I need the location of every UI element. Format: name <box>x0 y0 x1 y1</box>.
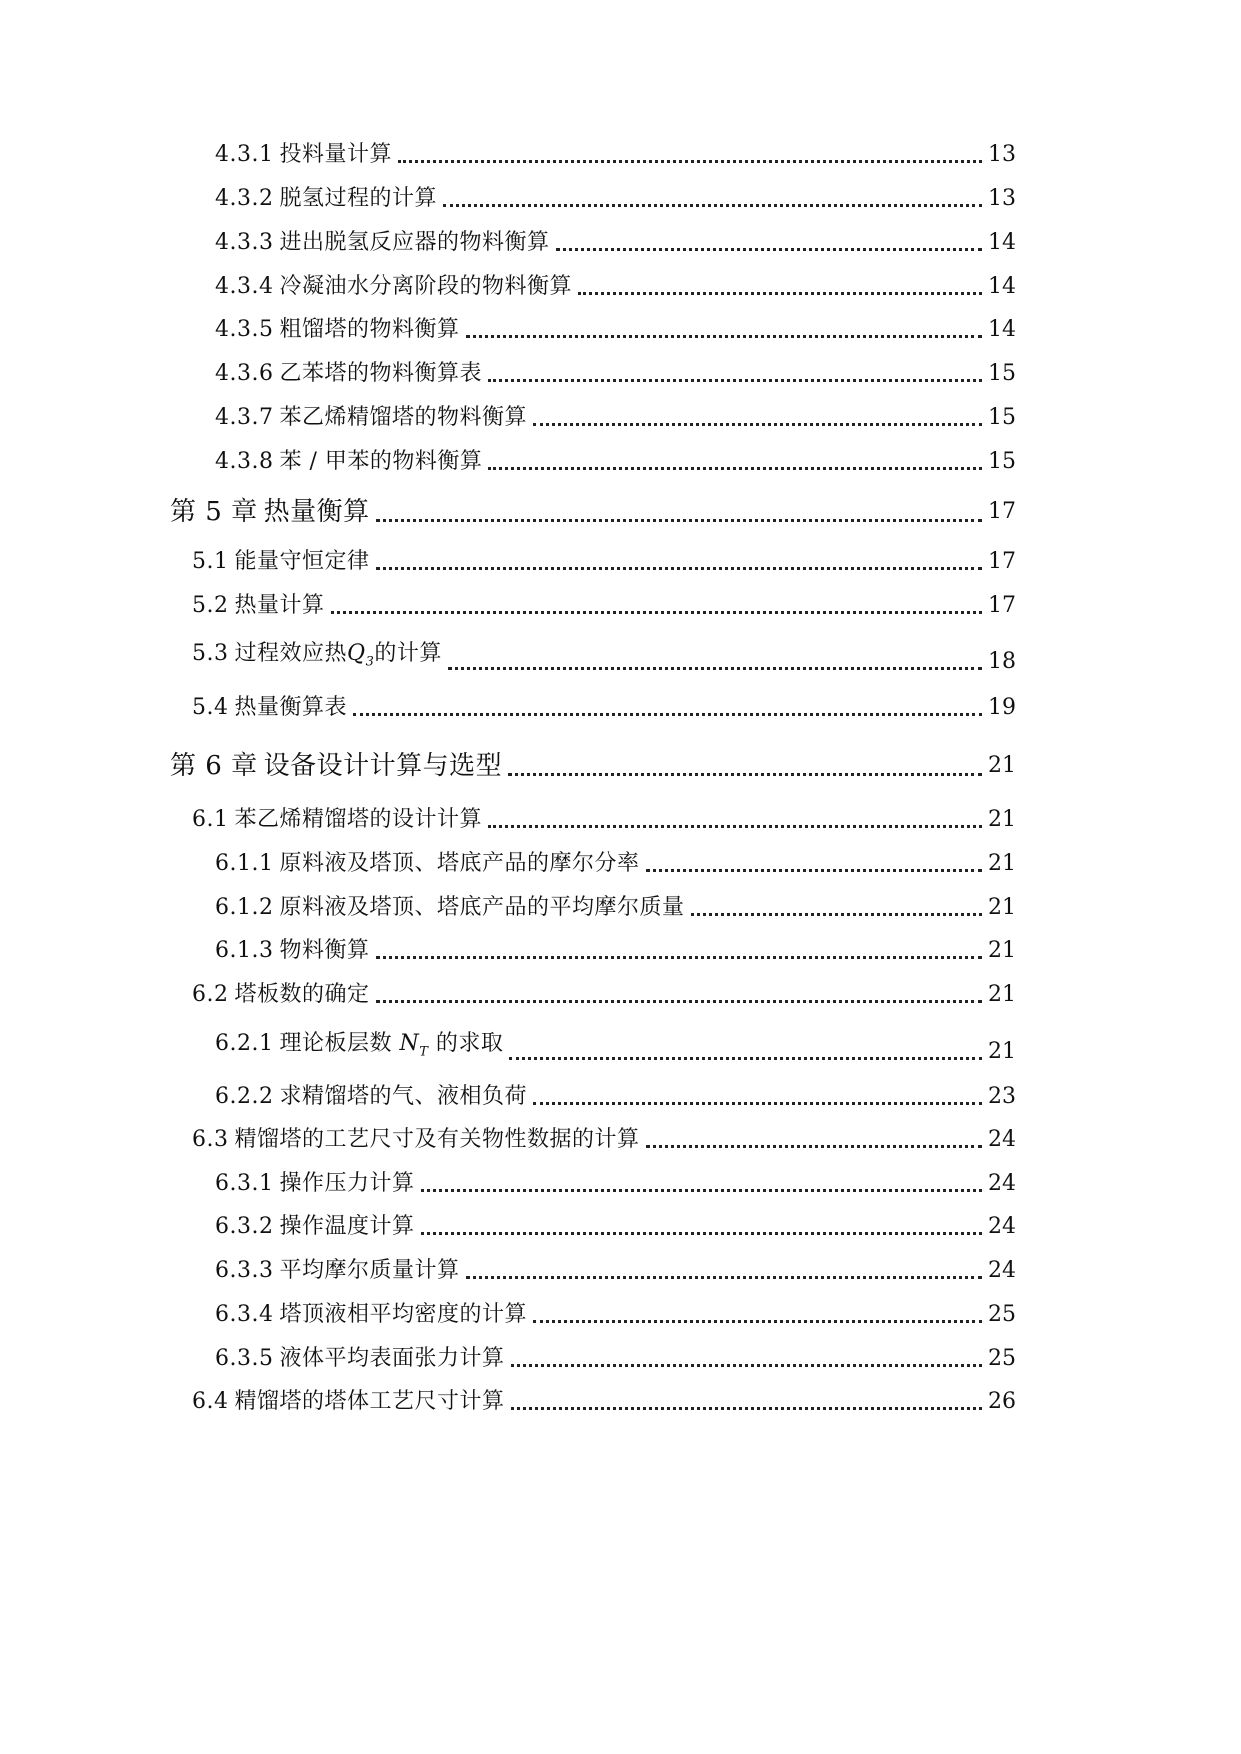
toc-number: 4.3.8 <box>215 449 274 474</box>
symbol-nt: $N_T$ <box>399 1031 429 1060</box>
toc-page-number: 21 <box>988 895 1016 920</box>
toc-entry-5-3[interactable] <box>192 640 1016 676</box>
dot-leader <box>691 913 983 916</box>
toc-page-number: 26 <box>988 1389 1016 1414</box>
dot-leader <box>533 1320 982 1323</box>
dot-leader <box>646 1145 982 1148</box>
dot-leader <box>443 204 982 207</box>
toc-title: 热量计算 <box>234 593 325 618</box>
dot-leader <box>509 1057 982 1060</box>
toc-page-number: 13 <box>988 186 1016 211</box>
toc-title: 塔板数的确定 <box>234 982 370 1007</box>
dot-leader <box>466 1276 983 1279</box>
toc-entry-4-3-1[interactable] <box>215 141 1016 169</box>
toc-title: 能量守恒定律 <box>234 549 370 574</box>
toc-entry-5-4[interactable] <box>192 694 1016 722</box>
toc-title: 乙苯塔的物料衡算表 <box>279 361 482 386</box>
toc-entry-6-2-2[interactable] <box>215 1083 1016 1111</box>
toc-page-number: 19 <box>988 695 1016 720</box>
toc-number: 6.1.2 <box>215 895 274 920</box>
toc-number: 5.1 <box>192 549 229 574</box>
toc-title: 苯乙烯精馏塔的物料衡算 <box>279 405 527 430</box>
toc-page-number: 17 <box>988 593 1016 618</box>
toc-page-number: 14 <box>988 274 1016 299</box>
toc-page-number: 17 <box>988 549 1016 574</box>
toc-title: 粗馏塔的物料衡算 <box>279 317 460 342</box>
dot-leader <box>466 335 983 338</box>
toc-entry-4-3-6[interactable] <box>215 360 1016 388</box>
dot-leader <box>376 956 983 959</box>
toc-page-number: 21 <box>988 982 1016 1007</box>
dot-leader <box>533 1102 982 1105</box>
toc-title: 过程效应热 <box>234 641 348 666</box>
toc-entry-4-3-4[interactable] <box>215 273 1016 301</box>
dot-leader <box>376 567 982 570</box>
dot-leader <box>578 292 982 295</box>
toc-chapter-number: 第 6 章 <box>170 751 258 781</box>
toc-chapter-6[interactable] <box>170 750 1016 782</box>
toc-title: 冷凝油水分离阶段的物料衡算 <box>279 274 572 299</box>
toc-entry-6-1-2[interactable] <box>215 894 1016 922</box>
toc-number: 6.3 <box>192 1127 229 1152</box>
toc-title: 平均摩尔质量计算 <box>279 1258 460 1283</box>
toc-page-number: 21 <box>988 938 1016 963</box>
toc-entry-6-2-1[interactable] <box>215 1030 1016 1066</box>
toc-entry-6-1-1[interactable] <box>215 850 1016 878</box>
dot-leader <box>376 1000 982 1003</box>
toc-number: 5.3 <box>192 641 229 666</box>
toc-page-number: 13 <box>988 142 1016 167</box>
toc-title: 物料衡算 <box>279 938 370 963</box>
dot-leader <box>421 1232 983 1235</box>
toc-page-number: 25 <box>988 1302 1016 1327</box>
toc-title: 热量衡算表 <box>234 695 348 720</box>
toc-title: 理论板层数 <box>279 1031 392 1056</box>
toc-number: 4.3.4 <box>215 274 274 299</box>
toc-page-number: 15 <box>988 361 1016 386</box>
toc-title: 苯 / 甲苯的物料衡算 <box>279 449 483 474</box>
toc-number: 6.2.2 <box>215 1084 274 1109</box>
toc-number: 6.3.1 <box>215 1171 274 1196</box>
toc-number: 6.1 <box>192 807 229 832</box>
dot-leader <box>488 467 982 470</box>
toc-page-number: 15 <box>988 449 1016 474</box>
dot-leader <box>511 1407 982 1410</box>
toc-page-number: 21 <box>988 851 1016 876</box>
toc-number: 4.3.1 <box>215 142 274 167</box>
toc-number: 6.2.1 <box>215 1031 274 1056</box>
toc-number: 6.4 <box>192 1389 229 1414</box>
toc-page-number: 24 <box>988 1171 1016 1196</box>
toc-number: 6.1.1 <box>215 851 274 876</box>
toc-title: 精馏塔的工艺尺寸及有关物性数据的计算 <box>234 1127 640 1152</box>
toc-entry-6-3[interactable] <box>192 1126 1016 1154</box>
dot-leader <box>398 160 982 163</box>
dot-leader <box>646 869 983 872</box>
toc-title: 原料液及塔顶、塔底产品的摩尔分率 <box>279 851 640 876</box>
toc-number: 4.3.2 <box>215 186 274 211</box>
toc-entry-5-1[interactable] <box>192 548 1016 576</box>
toc-entry-6-1-3[interactable] <box>215 937 1016 965</box>
dot-leader <box>353 713 982 716</box>
toc-number: 6.2 <box>192 982 229 1007</box>
toc-title: 操作压力计算 <box>279 1171 415 1196</box>
toc-number: 4.3.5 <box>215 317 274 342</box>
toc-entry-6-3-1[interactable] <box>215 1170 1016 1198</box>
toc-entry-6-3-2[interactable] <box>215 1213 1016 1241</box>
toc-number: 5.4 <box>192 695 229 720</box>
toc-title: 塔顶液相平均密度的计算 <box>279 1302 527 1327</box>
dot-leader <box>488 825 982 828</box>
toc-entry-6-3-4[interactable] <box>215 1301 1016 1329</box>
toc-number: 6.1.3 <box>215 938 274 963</box>
toc-entry-4-3-3[interactable] <box>215 229 1016 257</box>
dot-leader <box>488 379 982 382</box>
dot-leader <box>511 1364 983 1367</box>
dot-leader <box>331 611 982 614</box>
toc-title: 操作温度计算 <box>279 1214 415 1239</box>
toc-page-number: 15 <box>988 405 1016 430</box>
toc-title: 苯乙烯精馏塔的设计计算 <box>234 807 483 832</box>
toc-page-number: 24 <box>988 1127 1016 1152</box>
toc-title: 原料液及塔顶、塔底产品的平均摩尔质量 <box>279 895 685 920</box>
toc-chapter-5[interactable] <box>170 496 1016 528</box>
toc-entry-6-4[interactable] <box>192 1388 1016 1416</box>
toc-page-number: 25 <box>988 1346 1016 1371</box>
toc-number: 5.2 <box>192 593 229 618</box>
toc-entry-4-3-8[interactable] <box>215 448 1016 476</box>
toc-number: 6.3.5 <box>215 1346 274 1371</box>
toc-title: 投料量计算 <box>279 142 392 167</box>
toc-entry-4-3-7[interactable] <box>215 404 1016 432</box>
toc-title-suffix: 的求取 <box>435 1031 504 1056</box>
toc-page-number: 18 <box>988 649 1016 675</box>
toc-title: 液体平均表面张力计算 <box>279 1346 505 1371</box>
toc-entry-6-3-5[interactable] <box>215 1345 1016 1373</box>
toc-page-number: 23 <box>988 1084 1016 1109</box>
toc-number: 4.3.7 <box>215 405 274 430</box>
toc-entry-4-3-5[interactable] <box>215 316 1016 344</box>
toc-entry-6-3-3[interactable] <box>215 1257 1016 1285</box>
toc-page-number: 21 <box>988 807 1016 832</box>
toc-entry-4-3-2[interactable] <box>215 185 1016 213</box>
toc-title: 求精馏塔的气、液相负荷 <box>279 1084 527 1109</box>
toc-number: 4.3.3 <box>215 230 274 255</box>
dot-leader <box>421 1189 983 1192</box>
toc-page-number: 24 <box>988 1258 1016 1283</box>
toc-page-number: 21 <box>988 753 1016 778</box>
toc-entry-6-1[interactable] <box>192 806 1016 834</box>
toc-title-suffix: 的计算 <box>374 641 442 666</box>
toc-chapter-title: 设备设计计算与选型 <box>263 751 503 781</box>
dot-leader <box>533 423 982 426</box>
toc-page-number: 14 <box>988 230 1016 255</box>
toc-entry-5-2[interactable] <box>192 592 1016 620</box>
toc-page-number: 24 <box>988 1214 1016 1239</box>
toc-title: 精馏塔的塔体工艺尺寸计算 <box>234 1389 505 1414</box>
toc-number: 6.3.4 <box>215 1302 274 1327</box>
toc-number: 6.3.3 <box>215 1258 274 1283</box>
dot-leader <box>508 773 982 776</box>
toc-title: 进出脱氢反应器的物料衡算 <box>279 230 550 255</box>
toc-number: 6.3.2 <box>215 1214 274 1239</box>
toc-entry-6-2[interactable] <box>192 981 1016 1009</box>
dot-leader <box>448 667 982 670</box>
toc-chapter-number: 第 5 章 <box>170 497 258 527</box>
toc-page-number: 14 <box>988 317 1016 342</box>
toc-page-number: 17 <box>988 499 1016 524</box>
toc-chapter-title: 热量衡算 <box>263 497 370 527</box>
dot-leader <box>556 248 983 251</box>
toc-title: 脱氢过程的计算 <box>279 186 437 211</box>
toc-page-number: 21 <box>988 1039 1016 1065</box>
toc-number: 4.3.6 <box>215 361 274 386</box>
dot-leader <box>376 519 982 522</box>
symbol-q3: $Q_3$ <box>347 641 375 670</box>
